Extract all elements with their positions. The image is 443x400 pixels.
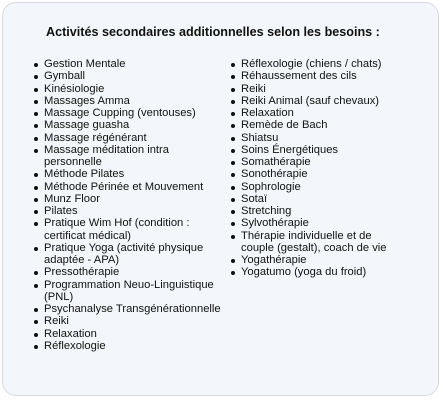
list-item [230, 58, 430, 70]
list-item-label: Sophrologie [241, 180, 301, 193]
list-item [33, 132, 223, 144]
list-item-label: Gymball [44, 70, 86, 83]
list-item-label: Massage Cupping (ventouses) [44, 107, 196, 119]
list-item-label: Méthode Pilates [44, 168, 125, 181]
list-item [33, 168, 223, 180]
list-item [33, 328, 223, 340]
list-item-label: Reiki [44, 315, 69, 328]
list-item [33, 58, 223, 70]
list-item-label: Reiki [241, 82, 266, 95]
activities-card [2, 2, 439, 396]
list-item-label: Réflexologie [44, 339, 106, 352]
list-item-label: Shiatsu [241, 131, 279, 144]
list-item-label: Sotaï [241, 192, 268, 205]
list-item-line: Pratique Wim Hof (condition : [44, 217, 190, 230]
list-item [33, 144, 223, 169]
list-item-label: Massage guasha [44, 119, 130, 132]
list-item [33, 83, 223, 95]
list-item [33, 181, 223, 193]
list-item-label: Méthode Périnée et Mouvement [44, 180, 204, 193]
list-item [230, 119, 430, 131]
list-item-label: Relaxation [241, 107, 294, 119]
list-item-label: Réhaussement des cils [241, 70, 357, 83]
list-item-label: Massages Amma [44, 94, 130, 107]
list-item [230, 95, 430, 107]
list-item [33, 193, 223, 205]
list-item [33, 315, 223, 327]
list-item [230, 144, 430, 156]
list-item [33, 70, 223, 82]
list-item-label: Kinésiologie [44, 82, 105, 95]
list-item-label: Gestion Mentale [44, 58, 126, 70]
list-item [230, 83, 430, 95]
list-item-label: Pilates [44, 205, 78, 217]
list-item [33, 95, 223, 107]
list-item [230, 70, 430, 82]
list-item-label: Reiki Animal (sauf chevaux) [241, 94, 380, 107]
list-item-label: Pressothérapie [44, 266, 120, 279]
list-item-label: Somathérapie [241, 156, 311, 168]
list-item-line: Programmation Neuo-Linguistique [44, 278, 214, 291]
list-item-label: Soins Énergétiques [241, 143, 339, 156]
list-item-line: Massage méditation intra [44, 143, 169, 156]
list-item [33, 340, 223, 352]
list-item [33, 217, 223, 242]
list-item-line: (PNL) [44, 290, 74, 303]
list-item [230, 107, 430, 119]
list-item [230, 193, 430, 205]
list-item-line: Thérapie individuelle et de [241, 229, 372, 242]
list-item [230, 205, 430, 217]
list-item [230, 230, 430, 255]
list-item [33, 266, 223, 278]
list-item [33, 119, 223, 131]
list-item [230, 266, 430, 278]
list-item [33, 107, 223, 119]
list-item-label: Sylvothérapie [241, 217, 309, 230]
card-title: Activités secondaires additionnelles selon les besoins : [46, 25, 380, 39]
list-item-line: adaptée - APA) [44, 254, 120, 266]
list-item [33, 279, 223, 304]
list-item [230, 156, 430, 168]
list-item-label: Relaxation [44, 327, 97, 340]
list-item-label: Stretching [241, 205, 292, 217]
list-item [33, 205, 223, 217]
list-item [230, 217, 430, 229]
list-item [33, 303, 223, 315]
list-item-label: Psychanalyse Transgénérationnelle [44, 303, 221, 315]
list-item [230, 181, 430, 193]
list-item-label: Remède de Bach [241, 119, 328, 132]
list-item-label: Sonothérapie [241, 168, 308, 181]
list-item-label: Yogathérapie [241, 254, 307, 266]
list-item-label: Massage régénérant [44, 131, 147, 144]
activities-list-left [33, 58, 223, 352]
list-item-label: Réflexologie (chiens / chats) [241, 58, 382, 70]
list-item [230, 254, 430, 266]
list-item-line: Pratique Yoga (activité physique [44, 241, 204, 254]
list-item-line: personnelle [44, 156, 102, 168]
list-item [230, 168, 430, 180]
list-item-label: Munz Floor [44, 192, 100, 205]
list-item [230, 132, 430, 144]
list-item-label: Yogatumo (yoga du froid) [241, 266, 367, 279]
list-item [33, 242, 223, 267]
list-item-line: certificat médical) [44, 229, 132, 242]
list-item-line: couple (gestalt), coach de vie [241, 241, 387, 254]
activities-list-right [230, 58, 430, 279]
